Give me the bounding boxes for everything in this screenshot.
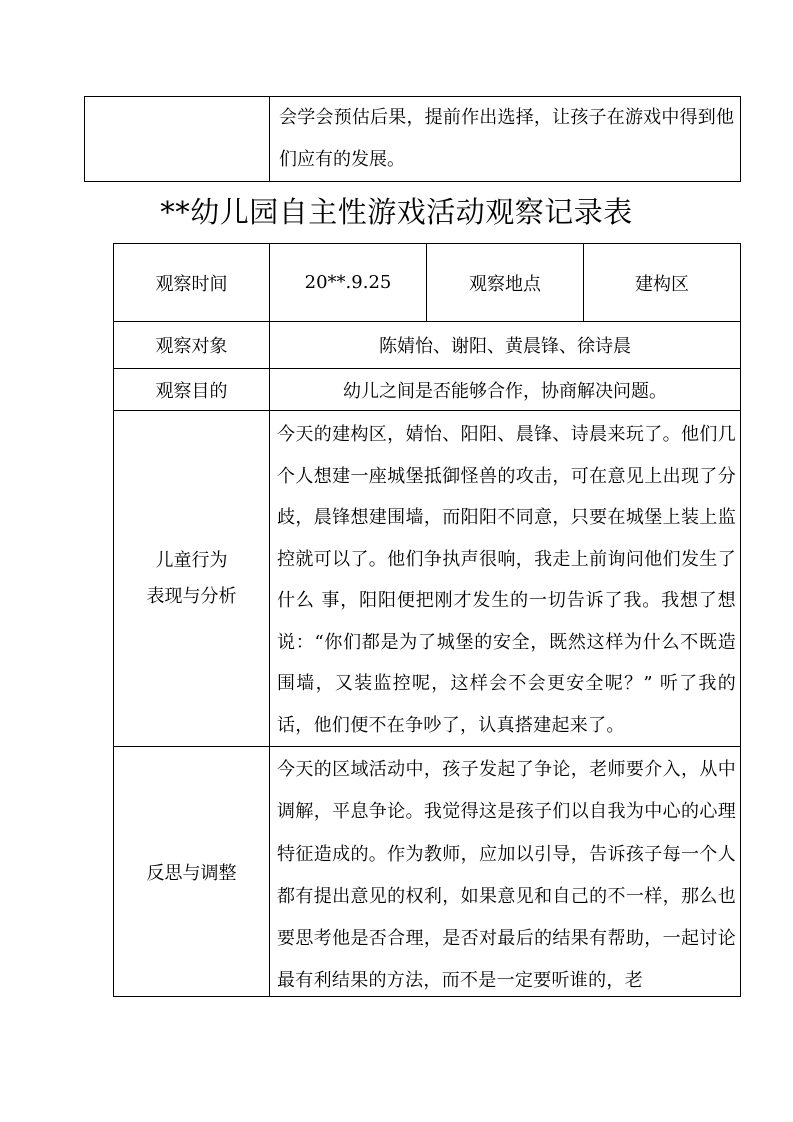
behavior-label-line2: 表现与分析: [146, 585, 237, 607]
continuation-text: 会学会预估后果，提前作出选择，让孩子在游戏中得到他们应有的发展。: [279, 107, 734, 170]
table-row: [114, 244, 741, 322]
table-row: [114, 747, 741, 997]
reflection-label: 反思与调整: [114, 747, 270, 997]
table-row: [114, 411, 741, 747]
empty-label-cell: [85, 97, 270, 182]
continuation-table: [84, 96, 741, 182]
reflection-text: 今天的区域活动中，孩子发起了争论，老师要介入，从中调解，平息争论。我觉得这是孩子们以自我为中心的心理特征造成的。作为教师，应加以引导，告诉孩子每一个人都有提出意见的权利，如果意见和自己的不一样，那么也要思考他是否合理，是否对最后的结果有帮助，一起讨论最有利结果的方法，而不是一定要听谁的，老: [277, 759, 736, 992]
table-row: [85, 97, 741, 182]
behavior-analysis-text: 今天的建构区，婧怡、阳阳、晨锋、诗晨来玩了。他们几个人想建一座城堡抵御怪兽的攻击，可在意见上出现了分歧，晨锋想建围墙，而阳阳不同意，只要在城堡上装上监控就可以了。他们争执声很响，我走上前询问他们发生了什么 事，阳阳便把刚才发生的一切告诉了我。我想了想说：“你们都是为了城堡的安全，既然这样为什么不既造围墙，又装监控呢，这样会不会更安全呢？” 听了我的话，他们便不在争吵了，认真搭建起来了。: [277, 424, 736, 736]
behavior-analysis-cell: [270, 411, 741, 747]
continuation-cell: [270, 97, 741, 182]
observation-place-label: 观察地点: [427, 244, 584, 322]
observation-time-value: 20**.9.25: [270, 244, 427, 322]
observation-subject-label: 观察对象: [114, 322, 270, 369]
behavior-label-line1: 儿童行为: [155, 549, 228, 571]
observation-goal-label: 观察目的: [114, 369, 270, 411]
behavior-analysis-label: [114, 411, 270, 747]
observation-place-value: 建构区: [584, 244, 741, 322]
reflection-cell: [270, 747, 741, 997]
page-title: **幼儿园自主性游戏活动观察记录表: [160, 195, 633, 229]
observation-time-label: 观察时间: [114, 244, 270, 322]
table-row: [114, 369, 741, 411]
observation-subject-value: 陈婧怡、谢阳、黄晨锋、徐诗晨: [270, 322, 741, 369]
table-row: [114, 322, 741, 369]
observation-goal-value: 幼儿之间是否能够合作，协商解决问题。: [270, 369, 741, 411]
observation-record-table: [113, 243, 741, 997]
